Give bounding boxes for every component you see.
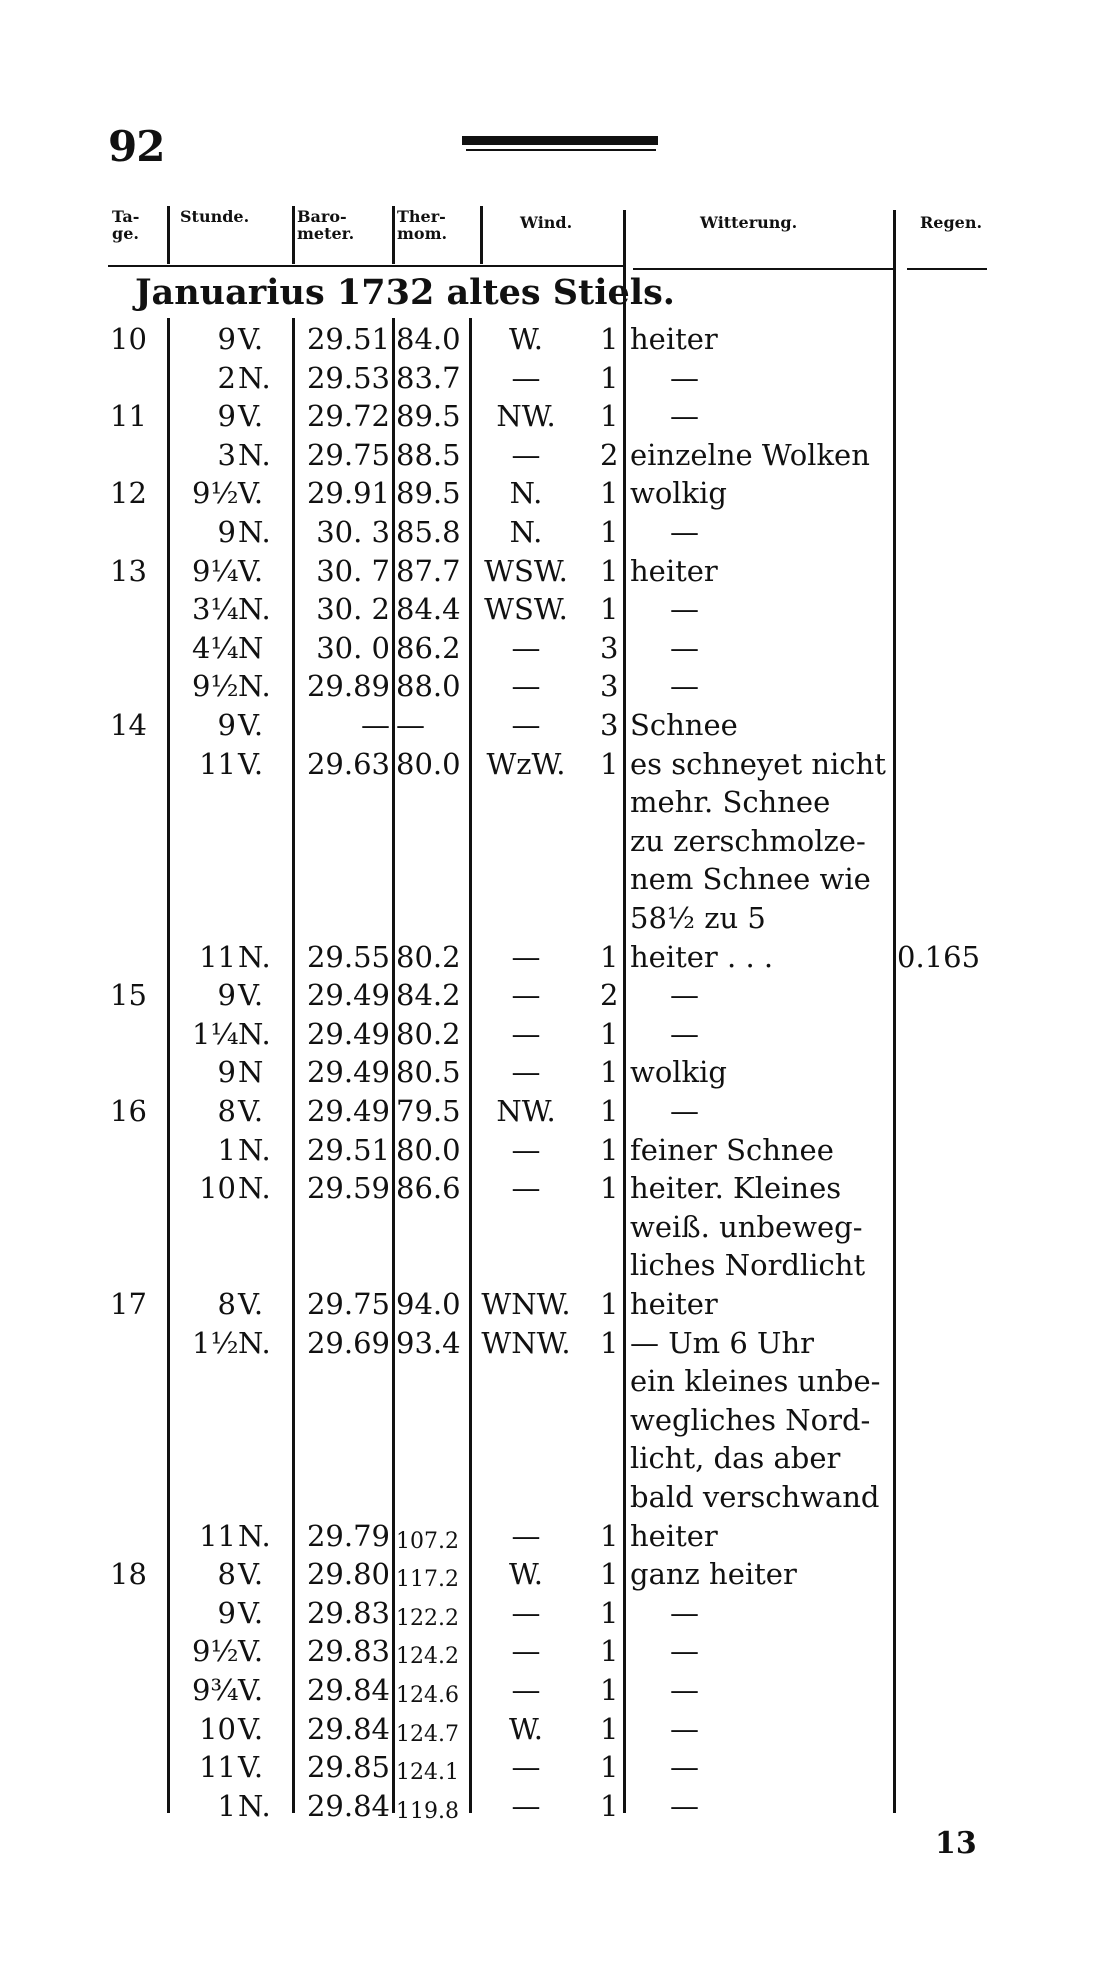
- cell-thermometer: 124.2: [396, 1644, 459, 1670]
- column-rule-day: [167, 318, 170, 1813]
- cell-barometer: 29.69: [306, 1325, 390, 1360]
- cell-time-of-day: V.: [238, 1634, 264, 1669]
- cell-hour: 9: [217, 515, 236, 549]
- cell-barometer: 29.89: [306, 669, 390, 704]
- cell-weather: wolkig: [630, 1055, 727, 1090]
- cell-time-of-day: N.: [238, 1171, 271, 1206]
- cell-barometer: 29.79: [306, 1518, 390, 1553]
- cell-rain: 0.165: [897, 939, 981, 974]
- cell-barometer: 29.75: [306, 437, 390, 472]
- cell-hour: 9: [217, 978, 236, 1013]
- table-title: Januarius 1732 altes Stiels.: [135, 272, 675, 313]
- cell-wind: —: [511, 1171, 541, 1206]
- cell-hour: 2: [217, 360, 236, 395]
- cell-wind-force: 1: [600, 1016, 619, 1051]
- cell-barometer: —: [361, 708, 390, 742]
- column-rule-weather: [893, 210, 896, 1813]
- cell-weather: —: [670, 669, 699, 704]
- cell-weather: —: [670, 1016, 699, 1051]
- cell-wind-force: 1: [600, 939, 619, 974]
- cell-weather: ganz heiter: [630, 1557, 797, 1592]
- cell-weather: mehr. Schnee: [630, 785, 831, 820]
- cell-wind-force: 1: [600, 592, 619, 627]
- column-rule-baro: [392, 318, 395, 1813]
- cell-hour: 10: [199, 1171, 236, 1206]
- cell-hour: 9: [217, 399, 236, 434]
- cell-thermometer: 94.0: [396, 1287, 461, 1321]
- cell-time-of-day: N.: [238, 1325, 271, 1360]
- cell-wind: NW.: [496, 1094, 556, 1128]
- cell-weather: ein kleines unbe-: [630, 1364, 881, 1399]
- cell-barometer: 29.72: [306, 399, 390, 434]
- cell-wind-force: 1: [600, 1325, 619, 1360]
- cell-wind-force: 1: [600, 553, 619, 588]
- cell-wind: N.: [509, 515, 543, 549]
- cell-hour: 11: [199, 746, 236, 781]
- cell-wind: —: [511, 437, 541, 472]
- cell-weather: 58½ zu 5: [630, 901, 766, 935]
- cell-wind: —: [511, 1016, 541, 1051]
- cell-weather: —: [670, 1595, 699, 1630]
- cell-thermometer: 80.2: [396, 939, 461, 974]
- cell-wind-force: 1: [600, 1287, 619, 1321]
- header-barometer: Baro- meter.: [297, 207, 355, 243]
- cell-hour: 9: [217, 708, 236, 742]
- cell-time-of-day: V.: [238, 1711, 264, 1746]
- cell-thermometer: 124.1: [396, 1760, 459, 1786]
- cell-weather: wegliches Nord-: [630, 1402, 871, 1437]
- cell-time-of-day: N.: [238, 1518, 271, 1553]
- cell-wind: —: [511, 1788, 541, 1823]
- cell-thermometer: 80.2: [396, 1016, 461, 1051]
- cell-wind-force: 1: [600, 1634, 619, 1669]
- cell-thermometer: 85.8: [396, 515, 461, 549]
- cell-wind-force: 1: [600, 1673, 619, 1707]
- cell-wind: —: [511, 708, 541, 742]
- cell-weather: heiter . . .: [630, 939, 774, 974]
- cell-time-of-day: N: [238, 1055, 264, 1090]
- cell-weather: licht, das aber: [630, 1441, 841, 1476]
- cell-barometer: 29.51: [306, 1132, 390, 1167]
- cell-time-of-day: V.: [238, 1750, 264, 1785]
- cell-weather: —: [670, 515, 699, 549]
- cell-day: 10: [110, 322, 147, 356]
- cell-thermometer: 117.2: [396, 1567, 459, 1593]
- cell-hour: 9½: [192, 669, 239, 704]
- cell-barometer: 30. 7: [316, 553, 390, 588]
- signature-mark: 13: [935, 1826, 977, 1861]
- cell-hour: 9¼: [192, 553, 239, 588]
- cell-wind-force: 1: [600, 476, 619, 511]
- cell-thermometer: 88.0: [396, 669, 461, 704]
- cell-wind: —: [511, 1132, 541, 1167]
- cell-wind-force: 1: [600, 1094, 619, 1128]
- cell-weather: feiner Schnee: [630, 1132, 834, 1167]
- cell-weather: bald verschwand: [630, 1480, 880, 1514]
- header-ornament-rule-thin: [466, 149, 656, 151]
- cell-day: 18: [110, 1557, 147, 1592]
- cell-wind-force: 1: [600, 1055, 619, 1090]
- cell-time-of-day: V.: [238, 1557, 264, 1592]
- cell-hour: 3: [217, 437, 236, 472]
- cell-day: 15: [110, 978, 147, 1013]
- cell-time-of-day: V.: [238, 476, 264, 511]
- cell-thermometer: 119.8: [396, 1798, 459, 1824]
- cell-thermometer: 87.7: [396, 553, 461, 588]
- cell-barometer: 29.84: [306, 1673, 390, 1707]
- cell-time-of-day: V.: [238, 1673, 264, 1707]
- cell-thermometer: 93.4: [396, 1325, 461, 1360]
- cell-weather: —: [670, 1750, 699, 1785]
- cell-weather: —: [670, 1711, 699, 1746]
- header-divider: [392, 206, 395, 264]
- cell-wind-force: 1: [600, 399, 619, 434]
- cell-weather: —: [670, 1788, 699, 1823]
- cell-wind-force: 3: [600, 630, 619, 665]
- cell-barometer: 29.83: [306, 1634, 390, 1669]
- cell-weather: einzelne Wolken: [630, 437, 870, 472]
- header-rule-left: [108, 265, 623, 267]
- cell-weather: heiter: [630, 553, 718, 588]
- cell-time-of-day: N.: [238, 669, 271, 704]
- cell-wind: W.: [509, 1711, 543, 1746]
- cell-thermometer: 80.0: [396, 1132, 461, 1167]
- cell-thermometer: 86.6: [396, 1171, 461, 1206]
- cell-thermometer: —: [396, 708, 425, 742]
- cell-thermometer: 122.2: [396, 1605, 459, 1631]
- cell-hour: 1¼: [192, 1016, 239, 1051]
- cell-time-of-day: V.: [238, 322, 264, 356]
- cell-wind-force: 1: [600, 1557, 619, 1592]
- header-divider: [292, 206, 295, 264]
- cell-weather: heiter: [630, 322, 718, 356]
- cell-thermometer: 83.7: [396, 360, 461, 395]
- cell-thermometer: 89.5: [396, 399, 461, 434]
- cell-wind: —: [511, 669, 541, 704]
- cell-wind: N.: [509, 476, 543, 511]
- cell-weather: —: [670, 360, 699, 395]
- cell-wind: —: [511, 360, 541, 395]
- cell-day: 14: [110, 708, 147, 742]
- cell-barometer: 29.75: [306, 1287, 390, 1321]
- cell-hour: 11: [199, 1518, 236, 1553]
- cell-thermometer: 86.2: [396, 630, 461, 665]
- cell-time-of-day: N: [238, 630, 264, 665]
- page-number: 92: [108, 122, 165, 171]
- cell-weather: —: [670, 1094, 699, 1128]
- cell-hour: 1: [217, 1132, 236, 1167]
- cell-time-of-day: N.: [238, 437, 271, 472]
- header-divider: [480, 206, 483, 264]
- cell-barometer: 29.91: [306, 476, 390, 511]
- cell-time-of-day: V.: [238, 746, 264, 781]
- cell-time-of-day: N.: [238, 1132, 271, 1167]
- cell-wind-force: 1: [600, 515, 619, 549]
- cell-thermometer: 107.2: [396, 1528, 459, 1554]
- cell-weather: zu zerschmolze-: [630, 823, 866, 858]
- header-wind: Wind.: [520, 213, 573, 232]
- cell-wind-force: 1: [600, 1750, 619, 1785]
- cell-wind: —: [511, 630, 541, 665]
- header-thermometer: Ther- mom.: [397, 207, 448, 243]
- cell-weather: — Um 6 Uhr: [630, 1325, 815, 1360]
- cell-wind-force: 1: [600, 1132, 619, 1167]
- cell-thermometer: 80.0: [396, 746, 461, 781]
- cell-barometer: 29.49: [306, 1016, 390, 1051]
- cell-wind-force: 1: [600, 1595, 619, 1630]
- header-divider: [167, 206, 170, 264]
- cell-thermometer: 124.6: [396, 1683, 459, 1708]
- cell-wind: —: [511, 1518, 541, 1553]
- cell-day: 12: [110, 476, 147, 511]
- cell-time-of-day: N.: [238, 1016, 271, 1051]
- cell-hour: 10: [199, 1711, 236, 1746]
- cell-weather: nem Schnee wie: [630, 862, 871, 897]
- cell-weather: heiter. Kleines: [630, 1171, 842, 1206]
- cell-weather: —: [670, 630, 699, 665]
- header-rule-weather: [633, 268, 893, 270]
- cell-time-of-day: V.: [238, 1595, 264, 1630]
- cell-time-of-day: N.: [238, 515, 271, 549]
- cell-wind-force: 3: [600, 708, 619, 742]
- cell-barometer: 29.84: [306, 1788, 390, 1823]
- header-tage: Ta- ge.: [112, 207, 140, 243]
- cell-thermometer: 84.4: [396, 592, 461, 627]
- cell-weather: heiter: [630, 1287, 718, 1321]
- cell-weather: —: [670, 1634, 699, 1669]
- cell-wind: —: [511, 1673, 541, 1707]
- cell-barometer: 29.49: [306, 1055, 390, 1090]
- header-rule-rain: [907, 268, 987, 270]
- cell-barometer: 29.83: [306, 1595, 390, 1630]
- cell-time-of-day: N.: [238, 939, 271, 974]
- cell-barometer: 29.53: [306, 360, 390, 395]
- cell-time-of-day: V.: [238, 553, 264, 588]
- cell-weather: weiß. unbeweg-: [630, 1209, 863, 1244]
- cell-hour: 8: [217, 1287, 236, 1321]
- header-ornament-rule: [462, 136, 658, 145]
- cell-wind: NW.: [496, 399, 556, 434]
- cell-barometer: 29.49: [306, 1094, 390, 1128]
- cell-wind: —: [511, 1750, 541, 1785]
- cell-barometer: 29.85: [306, 1750, 390, 1785]
- cell-weather: es schneyet nicht: [630, 746, 886, 781]
- column-rule-wind: [623, 210, 626, 1813]
- cell-barometer: 29.84: [306, 1711, 390, 1746]
- cell-hour: 9¾: [192, 1673, 239, 1707]
- cell-wind: —: [511, 978, 541, 1013]
- cell-weather: liches Nordlicht: [630, 1248, 866, 1283]
- cell-wind-force: 3: [600, 669, 619, 704]
- cell-hour: 9: [217, 322, 236, 356]
- cell-wind-force: 1: [600, 1711, 619, 1746]
- cell-barometer: 29.49: [306, 978, 390, 1013]
- cell-wind: W.: [509, 1557, 543, 1592]
- cell-day: 13: [110, 553, 147, 588]
- cell-barometer: 29.51: [306, 322, 390, 356]
- cell-time-of-day: N.: [238, 360, 271, 395]
- cell-wind: —: [511, 939, 541, 974]
- cell-time-of-day: V.: [238, 399, 264, 434]
- cell-thermometer: 124.7: [396, 1721, 459, 1747]
- cell-barometer: 29.63: [306, 746, 390, 781]
- cell-wind-force: 2: [600, 437, 619, 472]
- cell-time-of-day: V.: [238, 1094, 264, 1128]
- cell-wind-force: 2: [600, 978, 619, 1013]
- cell-wind: —: [511, 1634, 541, 1669]
- cell-weather: —: [670, 978, 699, 1013]
- cell-wind: WzW.: [486, 746, 566, 781]
- cell-barometer: 30. 0: [316, 630, 390, 665]
- cell-hour: 9: [217, 1055, 236, 1090]
- cell-weather: —: [670, 592, 699, 627]
- cell-barometer: 29.80: [306, 1557, 390, 1592]
- cell-hour: 8: [217, 1094, 236, 1128]
- cell-wind-force: 1: [600, 1518, 619, 1553]
- cell-hour: 4¼: [192, 630, 239, 665]
- cell-day: 16: [110, 1094, 147, 1128]
- cell-wind-force: 1: [600, 360, 619, 395]
- cell-wind-force: 1: [600, 322, 619, 356]
- cell-hour: 8: [217, 1557, 236, 1592]
- cell-barometer: 30. 2: [316, 592, 390, 627]
- cell-wind: WNW.: [481, 1325, 571, 1360]
- cell-hour: 9½: [192, 1634, 239, 1669]
- cell-thermometer: 79.5: [396, 1094, 461, 1128]
- cell-weather: wolkig: [630, 476, 727, 511]
- cell-wind: WSW.: [484, 592, 568, 627]
- cell-barometer: 29.59: [306, 1171, 390, 1206]
- header-regen: Regen.: [920, 213, 983, 232]
- cell-thermometer: 88.5: [396, 437, 461, 472]
- cell-hour: 9: [217, 1595, 236, 1630]
- cell-hour: 1½: [192, 1325, 239, 1360]
- cell-weather: —: [670, 399, 699, 434]
- cell-wind-force: 1: [600, 746, 619, 781]
- cell-wind: —: [511, 1595, 541, 1630]
- cell-wind: —: [511, 1055, 541, 1090]
- cell-thermometer: 84.0: [396, 322, 461, 356]
- cell-day: 11: [110, 399, 147, 434]
- cell-thermometer: 84.2: [396, 978, 461, 1013]
- cell-barometer: 30. 3: [316, 515, 390, 549]
- cell-barometer: 29.55: [306, 939, 390, 974]
- column-rule-hour: [292, 318, 295, 1813]
- cell-time-of-day: V.: [238, 708, 264, 742]
- cell-time-of-day: N.: [238, 592, 271, 627]
- cell-wind-force: 1: [600, 1788, 619, 1823]
- cell-day: 17: [110, 1287, 147, 1321]
- cell-hour: 3¼: [192, 592, 239, 627]
- cell-time-of-day: N.: [238, 1788, 271, 1823]
- cell-weather: —: [670, 1673, 699, 1707]
- cell-weather: Schnee: [630, 708, 738, 742]
- cell-hour: 11: [199, 1750, 236, 1785]
- cell-wind-force: 1: [600, 1171, 619, 1206]
- cell-weather: heiter: [630, 1518, 718, 1553]
- cell-time-of-day: V.: [238, 978, 264, 1013]
- cell-time-of-day: V.: [238, 1287, 264, 1321]
- cell-wind: WNW.: [481, 1287, 571, 1321]
- cell-hour: 9½: [192, 476, 239, 511]
- cell-hour: 11: [199, 939, 236, 974]
- cell-hour: 1: [217, 1788, 236, 1823]
- cell-wind: WSW.: [484, 553, 568, 588]
- cell-thermometer: 80.5: [396, 1055, 461, 1090]
- header-stunde: Stunde.: [180, 207, 250, 226]
- cell-thermometer: 89.5: [396, 476, 461, 511]
- cell-wind: W.: [509, 322, 543, 356]
- header-witterung: Witterung.: [700, 213, 798, 232]
